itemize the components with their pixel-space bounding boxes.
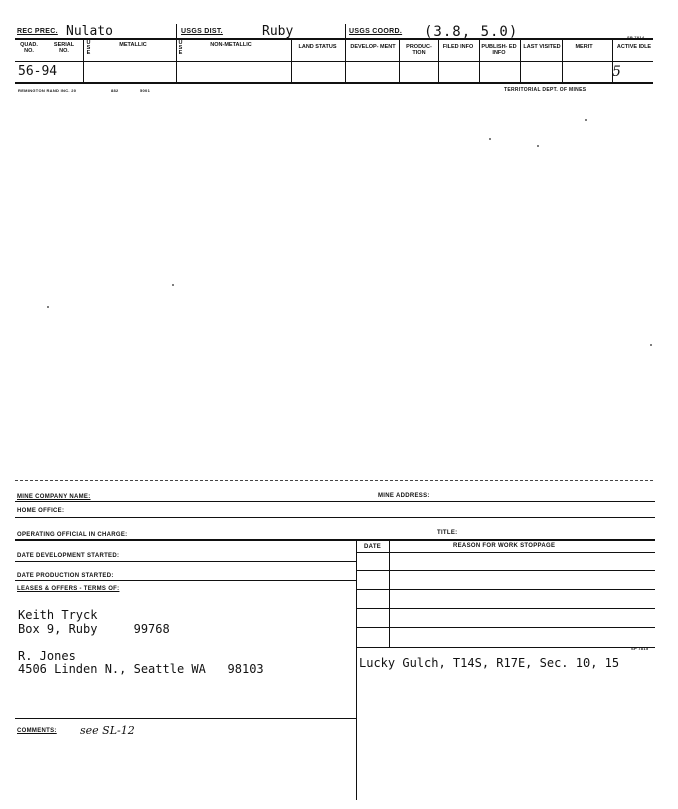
col-use-2-header: U S E	[178, 40, 183, 56]
col-active-header: ACTIVE IDLE	[616, 44, 652, 50]
row-bottom-rule	[15, 82, 653, 84]
form-code-top: SP 7814	[627, 35, 645, 40]
scan-speck	[47, 306, 49, 308]
location-value: Lucky Gulch, T14S, R17E, Sec. 10, 15	[359, 656, 620, 670]
comments-label: COMMENTS:	[17, 728, 57, 734]
mine-address-label: MINE ADDRESS:	[378, 493, 430, 499]
reason-col-label: REASON FOR WORK STOPPAGE	[453, 543, 556, 549]
mine-company-label: MINE COMPANY NAME:	[17, 494, 91, 500]
scan-speck	[585, 119, 587, 121]
divider	[356, 648, 357, 800]
rule	[356, 589, 655, 590]
comments-value: see SL-12	[80, 724, 135, 737]
rule	[15, 501, 655, 502]
divider	[479, 39, 480, 82]
home-office-label: HOME OFFICE:	[17, 508, 65, 514]
col-use-1-header: U S E	[86, 40, 91, 56]
title-label: TITLE:	[437, 530, 458, 536]
quad-serial-value: 56-94	[18, 64, 58, 79]
rule	[356, 552, 655, 553]
operating-official-label: OPERATING OFFICIAL IN CHARGE:	[17, 532, 128, 538]
col-production-header: PRODUC- TION	[406, 44, 432, 56]
col-last-header: LAST VISITED	[523, 44, 561, 50]
date-col-label: DATE	[364, 544, 382, 550]
usgs-coord-value: (3.8, 5.0)	[424, 24, 519, 40]
col-nonmetallic-header: NON-METALLIC	[210, 42, 252, 48]
owner2-name: R. Jones	[18, 649, 76, 663]
divider	[291, 39, 292, 82]
divider	[176, 39, 177, 82]
usgs-dist-label: USGS DIST.	[181, 28, 223, 35]
divider	[356, 539, 357, 648]
col-serial-header: SERIAL NO.	[53, 42, 75, 54]
owner1-name: Keith Tryck	[18, 608, 98, 622]
rule	[15, 539, 655, 541]
form-code-bottom: SP 7815	[631, 646, 649, 651]
divider	[399, 39, 400, 82]
divider	[176, 24, 177, 40]
divider	[520, 39, 521, 82]
leases-label: LEASES & OFFERS - TERMS OF:	[17, 586, 120, 592]
scan-speck	[489, 138, 491, 140]
printer-code-2: 5001	[140, 88, 151, 93]
rule	[15, 561, 356, 562]
col-quad-header: QUAD. NO.	[20, 42, 38, 54]
col-published-header: PUBLISH- ED INFO	[481, 44, 517, 56]
card-top-edge	[15, 480, 653, 481]
rule	[15, 580, 356, 581]
divider	[562, 39, 563, 82]
col-metallic-header: METALLIC	[119, 42, 147, 48]
printer-code-1: 882	[111, 88, 119, 93]
usgs-coord-label: USGS COORD.	[349, 28, 403, 35]
rec-prec-value: Nulato	[66, 24, 113, 39]
rule	[15, 517, 655, 518]
col-merit-header: MERIT	[575, 44, 593, 50]
rule	[356, 627, 655, 628]
rule	[356, 570, 655, 571]
scan-speck	[650, 344, 652, 346]
rule	[15, 718, 356, 719]
date-prod-label: DATE PRODUCTION STARTED:	[17, 573, 114, 579]
owner2-address: 4506 Linden N., Seattle WA 98103	[18, 662, 264, 676]
usgs-dist-value: Ruby	[262, 24, 294, 39]
header-rule	[15, 38, 653, 40]
col-land-header: LAND STATUS	[298, 44, 337, 50]
printer-imprint: REMINGTON RAND INC. 20	[18, 88, 77, 93]
scan-speck	[172, 284, 174, 286]
divider	[438, 39, 439, 82]
printer-dept: TERRITORIAL DEPT. OF MINES	[504, 87, 587, 93]
col-filed-header: FILED INFO	[442, 44, 474, 50]
header-row-rule	[15, 61, 653, 62]
scan-speck	[537, 145, 539, 147]
rec-prec-label: REC PREC.	[17, 28, 58, 35]
divider	[345, 39, 346, 82]
divider	[345, 24, 346, 40]
col-develop-header: DEVELOP- MENT	[350, 44, 396, 50]
date-dev-label: DATE DEVELOPMENT STARTED:	[17, 553, 120, 559]
owner1-address: Box 9, Ruby 99768	[18, 622, 170, 636]
active-mark: 5	[612, 64, 621, 80]
divider	[83, 39, 84, 82]
rule	[356, 647, 655, 648]
divider	[389, 539, 390, 648]
rule	[356, 608, 655, 609]
